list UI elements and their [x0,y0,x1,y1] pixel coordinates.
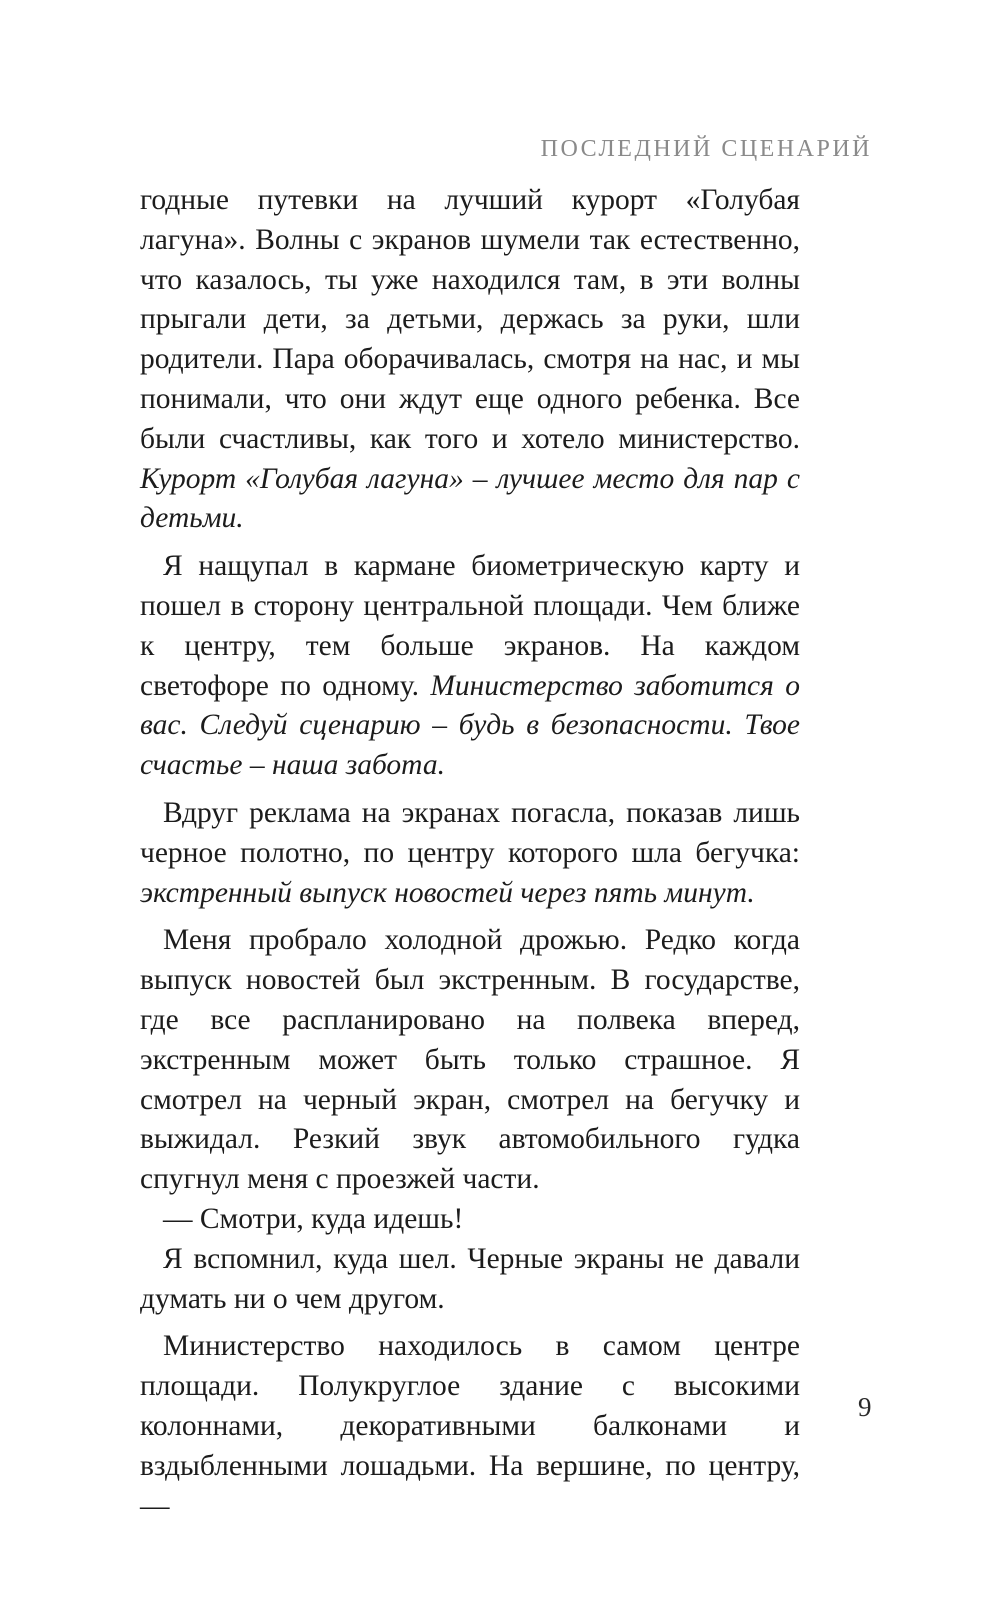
italic-segment: экстренный выпуск новостей через пять минут. [140,876,755,909]
running-header: ПОСЛЕДНИЙ СЦЕНАРИЙ [540,136,872,162]
body-text [140,181,800,1526]
text-segment: Министерство находилось в самом центре площади. Полукруглое здание с высокими колоннами, декоративными балконами и вздыбленными лошадьми. На вершине, по центру, — [140,1330,800,1522]
italic-segment: Курорт «Голубая лагуна» – лучшее место для пар с детьми. [140,462,800,535]
text-segment: — Смотри, куда идешь! [163,1202,464,1235]
text-segment: Вдруг реклама на экранах погасла, показав лишь черное полотно, по центру которого шла бегучка: [140,796,800,869]
paragraph [140,1240,800,1320]
text-segment: Я нащупал в кармане биометрическую карту и пошел в сторону центральной площади. Чем ближе к центру, тем больше экранов. На каждом светофоре по одному. [140,550,800,702]
page-number: 9 [858,1392,872,1422]
paragraph [140,181,800,539]
paragraph [140,1327,800,1526]
text-segment: годные путевки на лучший курорт «Голубая лагуна». Волны с экранов шумели так естественно, что казалось, ты уже находился там, в эти волны прыгали дети, за детьми, держась за руки, шли родители. Пара оборачивалась, смотря на нас, и мы понимали, что они ждут еще одного ребенка. Все были счастливы, как того и хотело министерство. [140,184,800,455]
dialogue-line [140,1200,800,1240]
text-segment: Я вспомнил, куда шел. Черные экраны не давали думать ни о чем другом. [140,1242,800,1315]
text-segment: Меня пробрало холодной дрожью. Редко когда выпуск новостей был экстренным. В государстве, где все распланировано на полвека вперед, экстренным может быть только страшное. Я смотрел на черный экран, смотрел на бегучку и выжидал. Резкий звук автомобильного гудка спугнул меня с проезжей части. [140,924,800,1196]
paragraph [140,921,800,1200]
italic-segment: Министерство заботится о вас. Следуй сценарию – будь в безопасности. Твое счастье – наша забота. [140,669,801,782]
paragraph [140,794,800,913]
paragraph [140,547,800,786]
